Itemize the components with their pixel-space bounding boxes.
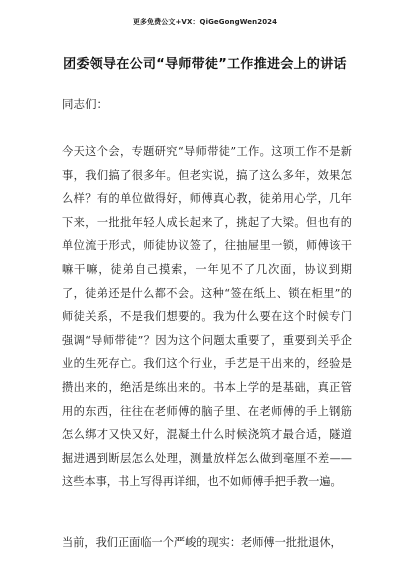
- document-title: 团委领导在公司“导师带徒”工作推进会上的讲话: [63, 57, 347, 72]
- salutation: 同志们：: [62, 97, 108, 111]
- paragraph-2: 当前，我们正面临一个严峻的现实：老师傅一批批退休，: [62, 536, 342, 549]
- paragraph-1: 今天这个会，专题研究“导师带徒”工作。这项工作不是新事，我们搞了很多年。但老实说，搞了这么多年，效果怎么样？有的单位做得好，师傅真心教，徒弟用心学，几年下来，一批批年轻人成长起来了，挑起了大梁。但也有的单位流于形式，师徒协议签了，往抽屉里一锁，师傅该干嘛干嘛，徒弟自己摸索，一年见不了几次面，协议到期了，徒弟还是什么都不会。这种“签在纸上、锁在柜里”的师徒关系，不是我们想要的。我为什么要在这个时候专门强调“导师带徒”？因为这个问题太重要了，重要到关乎企业的生死存亡。我们这个行业，手艺是干出来的，经验是攒出来的，绝活是练出来的。书本上学的是基础，真正管用的东西，往往在老师傅的脑子里、在老师傅的手上钢筋怎么绑才又快又好，混凝土什么时候浇筑才最合适，隧道掘进遇到断层怎么处理，测量放样怎么做到毫厘不差——这些本事，书上写得再详细，也不如师傅手把手教一遍。: [62, 145, 352, 489]
- page-header-note: 更多免费公文+VX：QiGeGongWen2024: [132, 18, 278, 26]
